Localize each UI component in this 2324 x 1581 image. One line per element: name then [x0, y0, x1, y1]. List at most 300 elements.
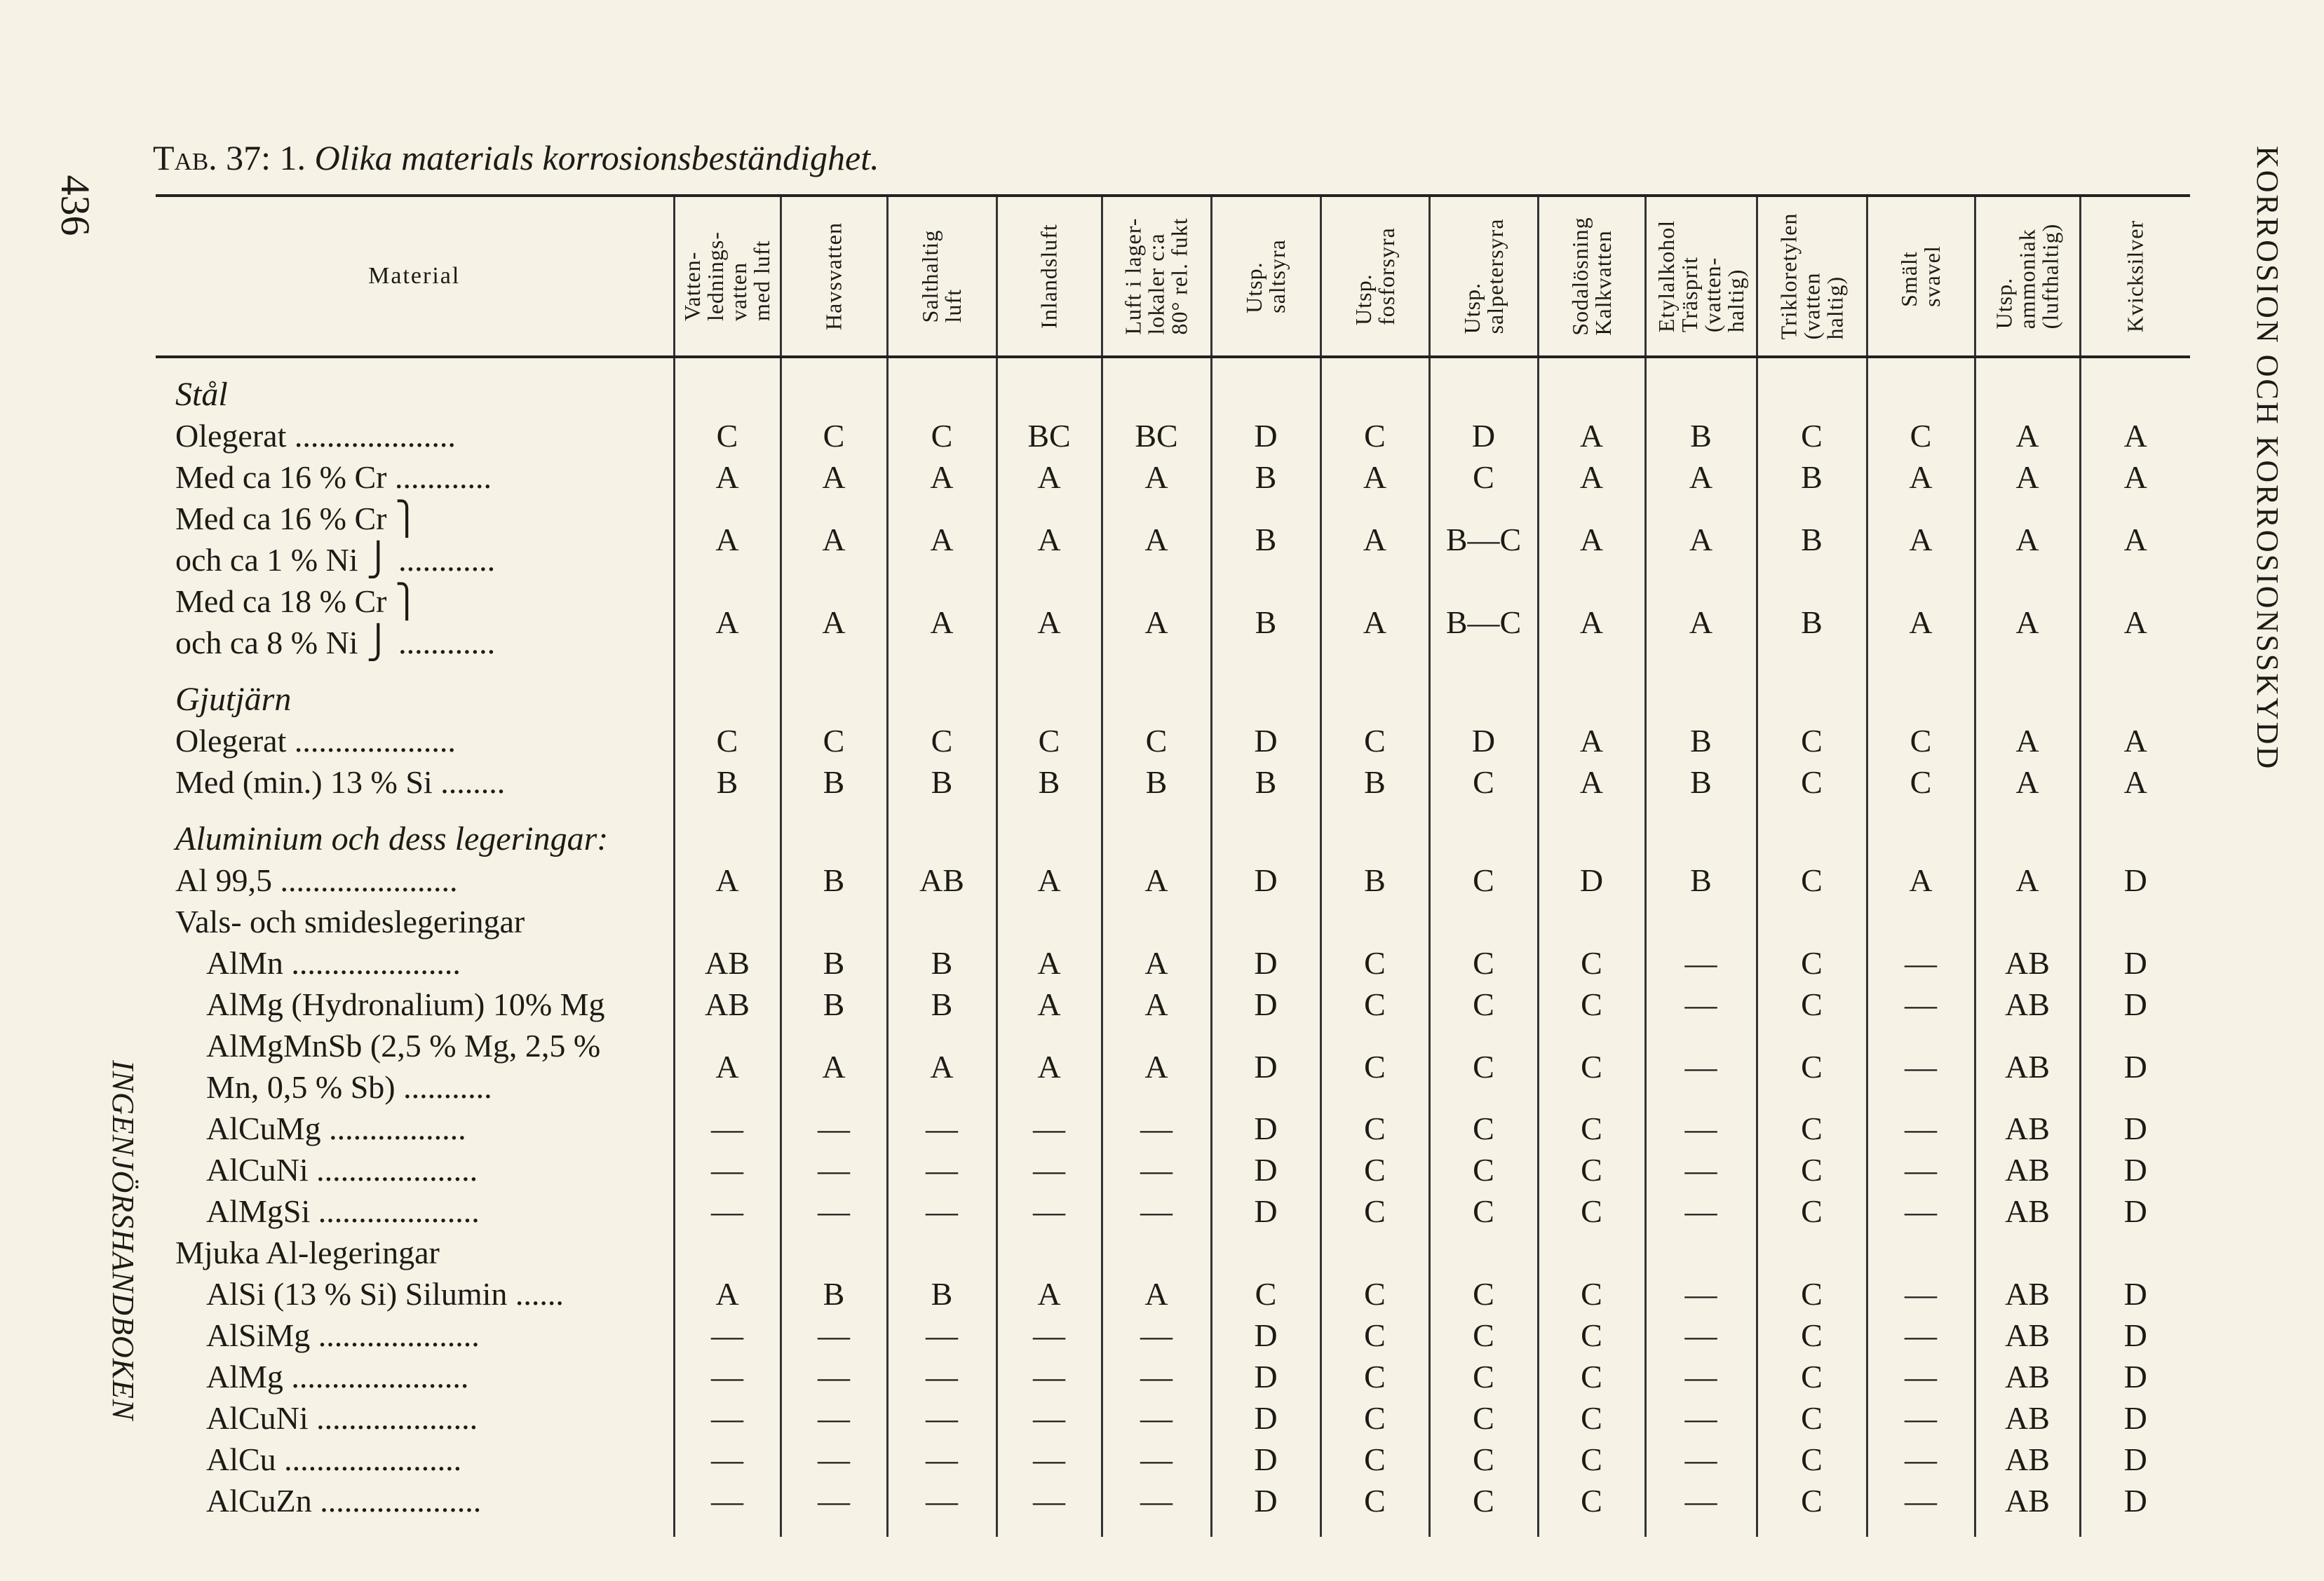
empty-cell: [1757, 374, 1867, 415]
rating-cell: A: [997, 984, 1102, 1025]
empty-cell: [1645, 901, 1757, 942]
empty-cell: [1538, 803, 1645, 818]
empty-cell: [1102, 374, 1211, 415]
empty-cell: [1975, 818, 2080, 860]
rating-cell: A: [674, 456, 781, 498]
empty-cell: [1320, 901, 1429, 942]
rating-cell: C: [1867, 761, 1975, 803]
empty-cell: [1645, 818, 1757, 860]
rating-cell: A: [997, 456, 1102, 498]
spacer-cell: [156, 357, 674, 374]
rating-cell: A: [1320, 456, 1429, 498]
column-header: [674, 196, 781, 357]
spacer-row: [156, 803, 2190, 818]
empty-cell: [1867, 901, 1975, 942]
table-row: [156, 1273, 2190, 1315]
rating-cell: A: [781, 1025, 887, 1108]
column-header-label: Kvicksilver: [2122, 219, 2148, 333]
rating-cell: A: [674, 1025, 781, 1108]
rating-cell: —: [781, 1108, 887, 1149]
rating-cell: D: [2080, 1315, 2190, 1356]
rating-cell: D: [1211, 860, 1320, 901]
rating-cell: —: [1645, 1149, 1757, 1190]
empty-cell: [1538, 663, 1645, 679]
rating-cell: C: [1429, 1397, 1538, 1439]
group-title: Vals- och smideslegeringar: [175, 904, 525, 939]
table-row: [156, 456, 2190, 498]
running-head-left: INGENJÖRSHANDBOKEN: [106, 1060, 140, 1421]
rating-cell: —: [781, 1480, 887, 1521]
table-row: [156, 1480, 2190, 1521]
rating-cell: C: [1757, 942, 1867, 984]
material-name: [156, 1315, 674, 1356]
rating-cell: D: [1211, 1108, 1320, 1149]
rating-cell: D: [2080, 1149, 2190, 1190]
rating-cell: C: [1429, 1480, 1538, 1521]
empty-cell: [1867, 663, 1975, 679]
rating-cell: —: [1645, 1315, 1757, 1356]
table-row: [156, 498, 2190, 581]
rating-cell: C: [887, 415, 997, 456]
material-line: AlMn .....................: [206, 945, 461, 981]
rating-cell: B: [1645, 415, 1757, 456]
column-header: [887, 196, 997, 357]
column-header: [1975, 196, 2080, 357]
rating-cell: C: [1757, 761, 1867, 803]
rating-cell: A: [997, 1025, 1102, 1108]
material-name: [156, 1025, 674, 1108]
rating-cell: D: [1211, 942, 1320, 984]
rating-cell: BC: [997, 415, 1102, 456]
rating-cell: C: [1320, 1439, 1429, 1480]
rating-cell: C: [1429, 1439, 1538, 1480]
rating-cell: D: [2080, 1439, 2190, 1480]
rating-cell: B: [1211, 498, 1320, 581]
material-line: Med ca 16 % Cr ⎫: [175, 501, 419, 536]
rating-cell: C: [1429, 860, 1538, 901]
rating-cell: C: [1757, 1439, 1867, 1480]
rating-cell: A: [997, 581, 1102, 663]
rating-cell: A: [1538, 415, 1645, 456]
empty-cell: [674, 357, 781, 374]
rating-cell: D: [2080, 942, 2190, 984]
empty-cell: [1975, 357, 2080, 374]
rating-cell: D: [1429, 415, 1538, 456]
empty-cell: [674, 679, 781, 720]
rating-cell: —: [674, 1315, 781, 1356]
empty-cell: [1429, 1232, 1538, 1273]
rating-cell: C: [1320, 1108, 1429, 1149]
rating-cell: —: [1867, 942, 1975, 984]
rating-cell: A: [2080, 761, 2190, 803]
rating-cell: —: [1867, 1149, 1975, 1190]
empty-cell: [1538, 357, 1645, 374]
table-row: [156, 581, 2190, 663]
rating-cell: —: [1645, 1480, 1757, 1521]
spacer-row: [156, 1521, 2190, 1537]
rating-cell: C: [1320, 1480, 1429, 1521]
empty-cell: [2080, 357, 2190, 374]
rating-cell: —: [997, 1190, 1102, 1232]
rating-cell: —: [887, 1315, 997, 1356]
rating-cell: C: [1429, 456, 1538, 498]
rating-cell: —: [1645, 1273, 1757, 1315]
rating-cell: AB: [1975, 1273, 2080, 1315]
empty-cell: [1538, 374, 1645, 415]
empty-cell: [1867, 357, 1975, 374]
rating-cell: B: [781, 984, 887, 1025]
empty-cell: [887, 357, 997, 374]
empty-cell: [781, 663, 887, 679]
empty-cell: [1102, 818, 1211, 860]
running-head-right: KORROSION OCH KORROSIONSSKYDD: [2250, 146, 2285, 771]
caption-label: Tab. 37: 1.: [153, 138, 306, 177]
empty-cell: [1975, 901, 2080, 942]
empty-cell: [1867, 1232, 1975, 1273]
rating-cell: A: [2080, 720, 2190, 761]
rating-cell: C: [1538, 942, 1645, 984]
empty-cell: [781, 679, 887, 720]
rating-cell: AB: [674, 984, 781, 1025]
rating-cell: —: [887, 1149, 997, 1190]
rating-cell: —: [1102, 1480, 1211, 1521]
header-row: [156, 196, 2190, 357]
table-row: [156, 942, 2190, 984]
empty-cell: [1538, 901, 1645, 942]
rating-cell: C: [1320, 1397, 1429, 1439]
rating-cell: —: [1867, 1108, 1975, 1149]
rating-cell: —: [887, 1108, 997, 1149]
empty-cell: [1102, 663, 1211, 679]
empty-cell: [1211, 803, 1320, 818]
rating-cell: —: [997, 1356, 1102, 1397]
empty-cell: [2080, 679, 2190, 720]
empty-cell: [1320, 663, 1429, 679]
table-row: [156, 1356, 2190, 1397]
rating-cell: C: [1320, 1190, 1429, 1232]
empty-cell: [887, 374, 997, 415]
rating-cell: —: [1102, 1315, 1211, 1356]
rating-cell: A: [2080, 415, 2190, 456]
column-header: [1538, 196, 1645, 357]
rating-cell: D: [2080, 1397, 2190, 1439]
rating-cell: A: [997, 1273, 1102, 1315]
material-name: [156, 860, 674, 901]
group-title-row: [156, 374, 2190, 415]
empty-cell: [781, 803, 887, 818]
rating-cell: AB: [887, 860, 997, 901]
rating-cell: D: [1211, 1025, 1320, 1108]
rating-cell: —: [781, 1190, 887, 1232]
rating-cell: —: [1102, 1108, 1211, 1149]
rating-cell: B: [1211, 456, 1320, 498]
column-header: [1867, 196, 1975, 357]
rating-cell: B: [887, 761, 997, 803]
rating-cell: B: [1757, 456, 1867, 498]
material-name: [156, 498, 674, 581]
empty-cell: [1867, 803, 1975, 818]
material-name: [156, 415, 674, 456]
empty-cell: [2080, 803, 2190, 818]
rating-cell: D: [1211, 1315, 1320, 1356]
empty-cell: [1429, 901, 1538, 942]
empty-cell: [2080, 901, 2190, 942]
rating-cell: C: [1320, 1149, 1429, 1190]
material-name: [156, 456, 674, 498]
rating-cell: —: [674, 1439, 781, 1480]
rating-cell: B: [1211, 761, 1320, 803]
table-body: [156, 357, 2190, 1537]
column-header-label: Inlandsluft: [1036, 224, 1062, 329]
rating-cell: D: [1429, 720, 1538, 761]
table-row: [156, 1108, 2190, 1149]
material-name: [156, 1108, 674, 1149]
empty-cell: [887, 1232, 997, 1273]
column-header-label: Smält svavel: [1896, 245, 1945, 307]
rating-cell: A: [997, 498, 1102, 581]
rating-cell: C: [1538, 1315, 1645, 1356]
rating-cell: C: [1429, 1190, 1538, 1232]
corrosion-table: [156, 194, 2190, 1537]
rating-cell: C: [1429, 942, 1538, 984]
empty-cell: [997, 818, 1102, 860]
rating-cell: A: [1867, 456, 1975, 498]
rating-cell: B—C: [1429, 498, 1538, 581]
rating-cell: D: [1211, 415, 1320, 456]
rating-cell: A: [2080, 456, 2190, 498]
rating-cell: A: [1975, 761, 2080, 803]
empty-cell: [1320, 357, 1429, 374]
rating-cell: C: [1757, 1356, 1867, 1397]
group-title: Gjutjärn: [175, 681, 292, 718]
empty-cell: [674, 818, 781, 860]
rating-cell: B: [1211, 581, 1320, 663]
rating-cell: A: [1102, 498, 1211, 581]
rating-cell: —: [887, 1480, 997, 1521]
rating-cell: C: [1538, 1397, 1645, 1439]
rating-cell: C: [781, 415, 887, 456]
rating-cell: C: [674, 415, 781, 456]
column-header: [997, 196, 1102, 357]
group-title-row: [156, 679, 2190, 720]
rating-cell: C: [1757, 720, 1867, 761]
empty-cell: [1211, 1232, 1320, 1273]
empty-cell: [674, 803, 781, 818]
empty-cell: [1211, 679, 1320, 720]
caption-title: Olika materials korrosionsbeständighet.: [314, 138, 879, 177]
empty-cell: [1211, 374, 1320, 415]
material-name: [156, 1149, 674, 1190]
rating-cell: D: [1211, 1190, 1320, 1232]
empty-cell: [1645, 1232, 1757, 1273]
rating-cell: C: [1757, 1025, 1867, 1108]
rating-cell: B: [674, 761, 781, 803]
empty-cell: [1320, 818, 1429, 860]
rating-cell: C: [1320, 415, 1429, 456]
rating-cell: AB: [1975, 1108, 2080, 1149]
rating-cell: —: [674, 1149, 781, 1190]
column-header-label: Etylalkohol Träsprit (vatten- haltig): [1653, 219, 1748, 333]
empty-cell: [781, 1232, 887, 1273]
rating-cell: D: [1211, 720, 1320, 761]
empty-cell: [1645, 663, 1757, 679]
material-line: AlSiMg ....................: [206, 1317, 480, 1353]
rating-cell: D: [2080, 860, 2190, 901]
table-row: [156, 1439, 2190, 1480]
material-name: [156, 942, 674, 984]
rating-cell: AB: [1975, 942, 2080, 984]
rating-cell: —: [1645, 942, 1757, 984]
rating-cell: C: [1757, 1273, 1867, 1315]
empty-cell: [1538, 1232, 1645, 1273]
rating-cell: C: [1429, 1149, 1538, 1190]
material-line: Al 99,5 ......................: [175, 862, 458, 898]
rating-cell: C: [1538, 1439, 1645, 1480]
material-line: Med (min.) 13 % Si ........: [175, 764, 506, 800]
empty-cell: [2080, 1232, 2190, 1273]
table-caption: [153, 137, 879, 178]
column-header: [1429, 196, 1538, 357]
material-line: AlCuZn ....................: [206, 1483, 482, 1519]
rating-cell: —: [1867, 984, 1975, 1025]
material-line: Olegerat ....................: [175, 723, 456, 759]
empty-cell: [997, 374, 1102, 415]
rating-cell: —: [1867, 1025, 1975, 1108]
rating-cell: A: [1975, 860, 2080, 901]
empty-cell: [997, 1232, 1102, 1273]
empty-cell: [1645, 374, 1757, 415]
rating-cell: A: [1867, 860, 1975, 901]
column-header-label: Havsvatten: [820, 222, 846, 330]
material-line: AlMgSi ....................: [206, 1193, 480, 1229]
empty-cell: [1102, 901, 1211, 942]
rating-cell: B: [1320, 860, 1429, 901]
empty-cell: [1211, 663, 1320, 679]
rating-cell: A: [1645, 498, 1757, 581]
table-row: [156, 415, 2190, 456]
empty-cell: [1211, 357, 1320, 374]
empty-cell: [1102, 1521, 1211, 1537]
rating-cell: —: [781, 1439, 887, 1480]
rating-cell: D: [1211, 1149, 1320, 1190]
rating-cell: B: [1757, 581, 1867, 663]
column-header: [2080, 196, 2190, 357]
material-header: Material: [156, 196, 674, 357]
rating-cell: —: [1102, 1149, 1211, 1190]
empty-cell: [1429, 663, 1538, 679]
empty-cell: [674, 1521, 781, 1537]
empty-cell: [1867, 374, 1975, 415]
empty-cell: [2080, 663, 2190, 679]
empty-cell: [1538, 679, 1645, 720]
material-line: AlMg ......................: [206, 1359, 469, 1395]
empty-cell: [1757, 679, 1867, 720]
rating-cell: B: [1320, 761, 1429, 803]
rating-cell: A: [1538, 720, 1645, 761]
rating-cell: D: [2080, 984, 2190, 1025]
empty-cell: [1645, 803, 1757, 818]
empty-cell: [674, 663, 781, 679]
rating-cell: C: [1320, 1025, 1429, 1108]
empty-cell: [1867, 679, 1975, 720]
rating-cell: A: [887, 581, 997, 663]
rating-cell: A: [1102, 1025, 1211, 1108]
rating-cell: C: [1429, 761, 1538, 803]
material-name: [156, 984, 674, 1025]
rating-cell: —: [1102, 1397, 1211, 1439]
rating-cell: —: [674, 1397, 781, 1439]
rating-cell: C: [1757, 1149, 1867, 1190]
empty-cell: [1867, 1521, 1975, 1537]
rating-cell: A: [1320, 581, 1429, 663]
rating-cell: B: [781, 1273, 887, 1315]
empty-cell: [1429, 374, 1538, 415]
empty-cell: [1320, 679, 1429, 720]
rating-cell: A: [1975, 415, 2080, 456]
material-name: [156, 1356, 674, 1397]
empty-cell: [887, 818, 997, 860]
rating-cell: BC: [1102, 415, 1211, 456]
rating-cell: A: [1867, 498, 1975, 581]
rating-cell: —: [1867, 1190, 1975, 1232]
material-line: Med ca 16 % Cr ............: [175, 459, 492, 495]
rating-cell: A: [1645, 456, 1757, 498]
empty-cell: [1757, 803, 1867, 818]
empty-cell: [781, 374, 887, 415]
rating-cell: D: [2080, 1025, 2190, 1108]
rating-cell: —: [1645, 984, 1757, 1025]
rating-cell: AB: [1975, 1190, 2080, 1232]
rating-cell: C: [1538, 1273, 1645, 1315]
rating-cell: A: [1645, 581, 1757, 663]
rating-cell: AB: [1975, 1439, 2080, 1480]
empty-cell: [1975, 1521, 2080, 1537]
group-title-row: [156, 1232, 2190, 1273]
rating-cell: C: [1429, 1273, 1538, 1315]
rating-cell: —: [997, 1439, 1102, 1480]
empty-cell: [1102, 357, 1211, 374]
rating-cell: C: [1538, 984, 1645, 1025]
rating-cell: AB: [1975, 1315, 2080, 1356]
rating-cell: —: [887, 1356, 997, 1397]
material-line: Olegerat ....................: [175, 418, 456, 454]
group-title-row: [156, 901, 2190, 942]
rating-cell: C: [887, 720, 997, 761]
rating-cell: C: [1538, 1190, 1645, 1232]
table-row: [156, 1397, 2190, 1439]
rating-cell: —: [1867, 1273, 1975, 1315]
empty-cell: [887, 803, 997, 818]
rating-cell: —: [674, 1356, 781, 1397]
rating-cell: D: [1211, 1356, 1320, 1397]
spacer-row: [156, 357, 2190, 374]
column-header-label: Utsp. salpetersyra: [1459, 218, 1508, 334]
empty-cell: [2080, 374, 2190, 415]
rating-cell: A: [2080, 581, 2190, 663]
rating-cell: B: [1757, 498, 1867, 581]
empty-cell: [1975, 663, 2080, 679]
group-title-row: [156, 818, 2190, 860]
rating-cell: B: [781, 761, 887, 803]
table-row: [156, 761, 2190, 803]
rating-cell: C: [1538, 1356, 1645, 1397]
empty-cell: [1757, 1232, 1867, 1273]
rating-cell: —: [781, 1397, 887, 1439]
column-header-label: Trikloretylen (vatten haltig): [1776, 212, 1847, 340]
rating-cell: —: [674, 1190, 781, 1232]
rating-cell: B: [781, 860, 887, 901]
rating-cell: —: [997, 1149, 1102, 1190]
